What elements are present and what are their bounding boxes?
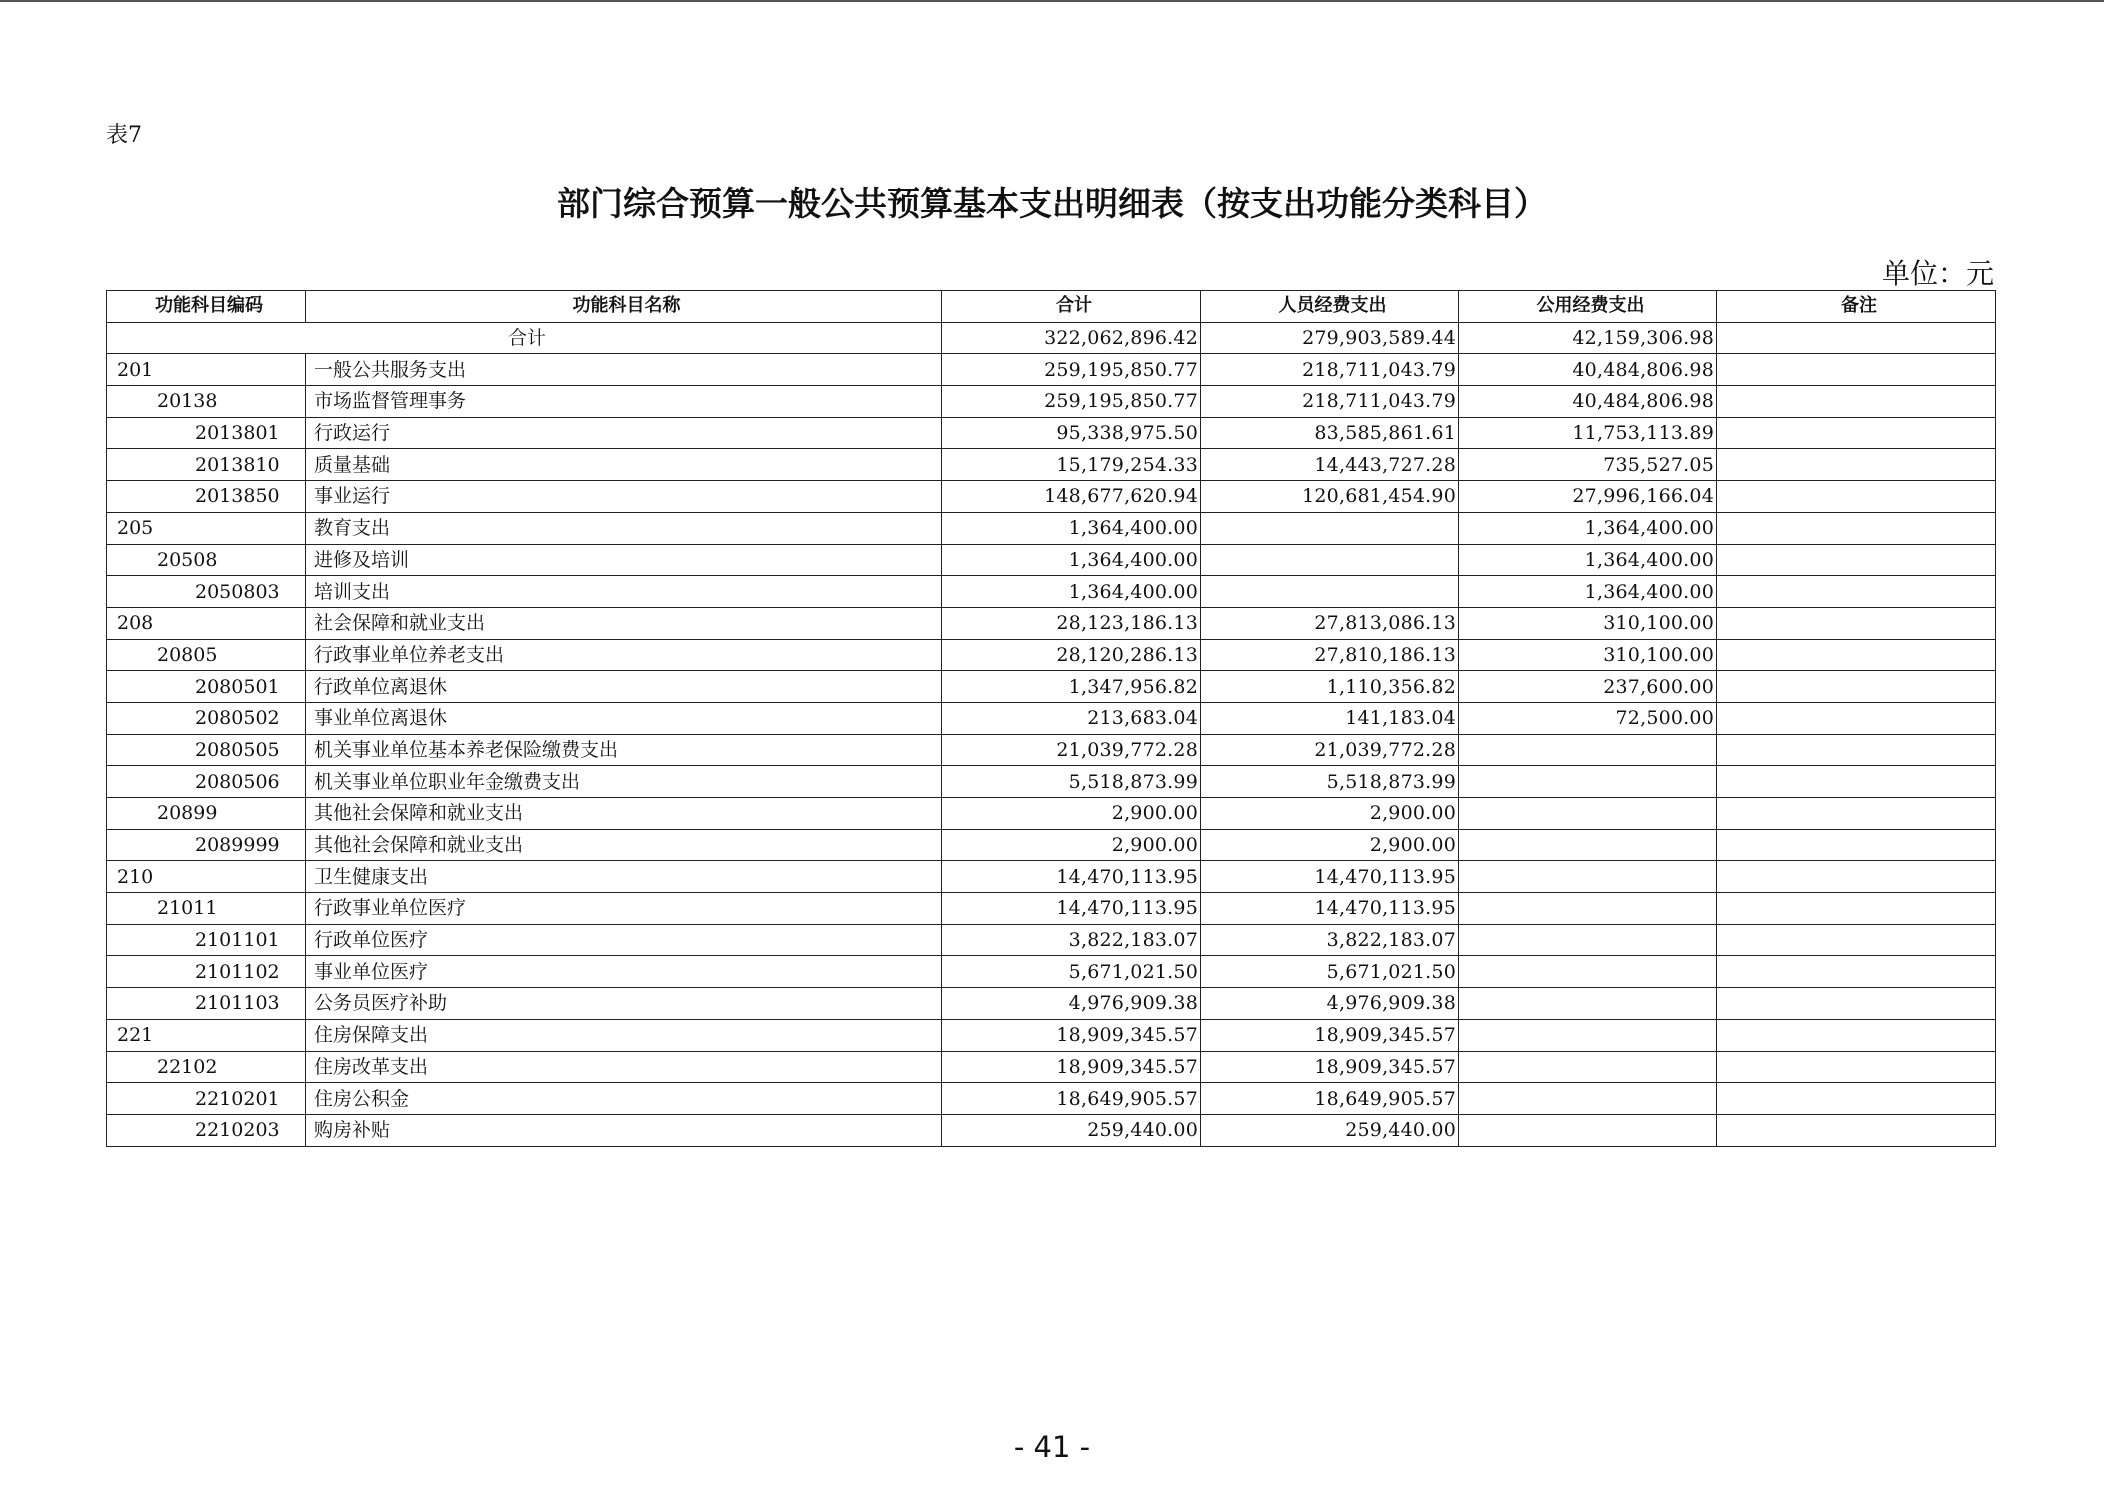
- row-public: [1459, 988, 1717, 1020]
- total-public: 42,159,306.98: [1459, 322, 1717, 354]
- budget-table: [106, 290, 1996, 1147]
- row-total: 21,039,772.28: [942, 734, 1201, 766]
- row-code: 2101103: [107, 988, 306, 1020]
- row-name: 质量基础: [306, 449, 942, 481]
- row-name: 购房补贴: [306, 1114, 942, 1146]
- row-code: 2080505: [107, 734, 306, 766]
- row-total: 5,671,021.50: [942, 956, 1201, 988]
- row-total: 1,364,400.00: [942, 576, 1201, 608]
- table-row: [107, 988, 1996, 1020]
- row-note: [1717, 354, 1996, 386]
- row-note: [1717, 481, 1996, 513]
- row-public: 1,364,400.00: [1459, 544, 1717, 576]
- row-total: 28,120,286.13: [942, 639, 1201, 671]
- row-public: 11,753,113.89: [1459, 417, 1717, 449]
- row-code: 20138: [107, 386, 306, 418]
- table-row: [107, 607, 1996, 639]
- row-total: 3,822,183.07: [942, 924, 1201, 956]
- table-row: [107, 481, 1996, 513]
- row-total: 4,976,909.38: [942, 988, 1201, 1020]
- row-personnel: 120,681,454.90: [1201, 481, 1459, 513]
- row-name: 事业运行: [306, 481, 942, 513]
- table-row: [107, 639, 1996, 671]
- row-public: [1459, 798, 1717, 830]
- row-total: 14,470,113.95: [942, 893, 1201, 925]
- row-note: [1717, 988, 1996, 1020]
- table-row: [107, 1114, 1996, 1146]
- row-code: 2080501: [107, 671, 306, 703]
- row-total: 1,347,956.82: [942, 671, 1201, 703]
- table-row: [107, 1019, 1996, 1051]
- row-personnel: 14,470,113.95: [1201, 861, 1459, 893]
- unit-label: 单位：元: [1881, 257, 1994, 290]
- row-code: 20508: [107, 544, 306, 576]
- row-total: 2,900.00: [942, 829, 1201, 861]
- row-name: 行政单位医疗: [306, 924, 942, 956]
- row-note: [1717, 576, 1996, 608]
- row-name: 进修及培训: [306, 544, 942, 576]
- row-name: 卫生健康支出: [306, 861, 942, 893]
- total-amount: 322,062,896.42: [942, 322, 1201, 354]
- row-note: [1717, 449, 1996, 481]
- row-name: 一般公共服务支出: [306, 354, 942, 386]
- row-code: 2050803: [107, 576, 306, 608]
- row-note: [1717, 1083, 1996, 1115]
- row-code: 2080502: [107, 702, 306, 734]
- column-header-personnel: 人员经费支出: [1201, 291, 1459, 323]
- row-name: 住房保障支出: [306, 1019, 942, 1051]
- table-row: [107, 671, 1996, 703]
- row-note: [1717, 1019, 1996, 1051]
- table-row: [107, 702, 1996, 734]
- row-public: [1459, 1051, 1717, 1083]
- table-row: [107, 893, 1996, 925]
- row-code: 20899: [107, 798, 306, 830]
- row-name: 市场监督管理事务: [306, 386, 942, 418]
- top-border-line: [0, 0, 2104, 2]
- row-name: 住房公积金: [306, 1083, 942, 1115]
- row-name: 社会保障和就业支出: [306, 607, 942, 639]
- row-note: [1717, 671, 1996, 703]
- row-note: [1717, 924, 1996, 956]
- table-row: [107, 924, 1996, 956]
- table-row: [107, 766, 1996, 798]
- row-public: [1459, 829, 1717, 861]
- row-name: 行政事业单位养老支出: [306, 639, 942, 671]
- table-row: [107, 354, 1996, 386]
- row-code: 2013810: [107, 449, 306, 481]
- row-total: 28,123,186.13: [942, 607, 1201, 639]
- row-code: 21011: [107, 893, 306, 925]
- row-personnel: 218,711,043.79: [1201, 386, 1459, 418]
- page-number: - 41 -: [1013, 1430, 1091, 1464]
- row-public: 1,364,400.00: [1459, 512, 1717, 544]
- row-public: [1459, 1019, 1717, 1051]
- row-personnel: [1201, 544, 1459, 576]
- total-personnel: 279,903,589.44: [1201, 322, 1459, 354]
- table-number: 表7: [106, 123, 142, 148]
- row-public: 27,996,166.04: [1459, 481, 1717, 513]
- row-note: [1717, 1114, 1996, 1146]
- row-note: [1717, 1051, 1996, 1083]
- table-row: [107, 386, 1996, 418]
- column-header-name: 功能科目名称: [306, 291, 942, 323]
- row-note: [1717, 829, 1996, 861]
- row-name: 行政单位离退休: [306, 671, 942, 703]
- row-code: 2101101: [107, 924, 306, 956]
- row-total: 14,470,113.95: [942, 861, 1201, 893]
- row-total: 1,364,400.00: [942, 512, 1201, 544]
- table-row: [107, 829, 1996, 861]
- row-code: 2013850: [107, 481, 306, 513]
- row-public: 72,500.00: [1459, 702, 1717, 734]
- row-public: [1459, 734, 1717, 766]
- table-row: [107, 861, 1996, 893]
- row-personnel: [1201, 512, 1459, 544]
- row-personnel: [1201, 576, 1459, 608]
- row-personnel: 18,909,345.57: [1201, 1051, 1459, 1083]
- row-total: 1,364,400.00: [942, 544, 1201, 576]
- row-personnel: 218,711,043.79: [1201, 354, 1459, 386]
- table-row: [107, 417, 1996, 449]
- row-note: [1717, 861, 1996, 893]
- row-total: 18,649,905.57: [942, 1083, 1201, 1115]
- document-title: 部门综合预算一般公共预算基本支出明细表（按支出功能分类科目）: [557, 184, 1547, 223]
- row-public: 40,484,806.98: [1459, 354, 1717, 386]
- row-name: 住房改革支出: [306, 1051, 942, 1083]
- row-total: 259,195,850.77: [942, 354, 1201, 386]
- row-public: 237,600.00: [1459, 671, 1717, 703]
- row-code: 2210203: [107, 1114, 306, 1146]
- total-note: [1717, 322, 1996, 354]
- row-name: 事业单位医疗: [306, 956, 942, 988]
- table-row: [107, 1051, 1996, 1083]
- table-row: [107, 512, 1996, 544]
- row-note: [1717, 417, 1996, 449]
- row-public: [1459, 1114, 1717, 1146]
- row-code: 205: [107, 512, 306, 544]
- row-public: 40,484,806.98: [1459, 386, 1717, 418]
- row-personnel: 5,518,873.99: [1201, 766, 1459, 798]
- column-header-note: 备注: [1717, 291, 1996, 323]
- row-note: [1717, 956, 1996, 988]
- row-name: 机关事业单位职业年金缴费支出: [306, 766, 942, 798]
- row-personnel: 27,813,086.13: [1201, 607, 1459, 639]
- row-name: 教育支出: [306, 512, 942, 544]
- row-personnel: 4,976,909.38: [1201, 988, 1459, 1020]
- table-row: [107, 734, 1996, 766]
- table-row: [107, 1083, 1996, 1115]
- row-public: [1459, 766, 1717, 798]
- table-header-row: [107, 291, 1996, 323]
- row-note: [1717, 607, 1996, 639]
- row-public: 1,364,400.00: [1459, 576, 1717, 608]
- row-public: 310,100.00: [1459, 607, 1717, 639]
- row-code: 208: [107, 607, 306, 639]
- row-total: 148,677,620.94: [942, 481, 1201, 513]
- total-label: 合计: [107, 322, 942, 354]
- row-personnel: 14,443,727.28: [1201, 449, 1459, 481]
- row-code: 2080506: [107, 766, 306, 798]
- row-total: 5,518,873.99: [942, 766, 1201, 798]
- row-public: [1459, 924, 1717, 956]
- row-public: [1459, 861, 1717, 893]
- row-personnel: 1,110,356.82: [1201, 671, 1459, 703]
- row-note: [1717, 512, 1996, 544]
- row-name: 事业单位离退休: [306, 702, 942, 734]
- column-header-public: 公用经费支出: [1459, 291, 1717, 323]
- row-note: [1717, 386, 1996, 418]
- row-total: 259,195,850.77: [942, 386, 1201, 418]
- row-code: 210: [107, 861, 306, 893]
- row-personnel: 2,900.00: [1201, 829, 1459, 861]
- row-public: [1459, 893, 1717, 925]
- total-row: [107, 322, 1996, 354]
- column-header-code: 功能科目编码: [107, 291, 306, 323]
- row-total: 95,338,975.50: [942, 417, 1201, 449]
- row-personnel: 259,440.00: [1201, 1114, 1459, 1146]
- row-name: 行政事业单位医疗: [306, 893, 942, 925]
- row-total: 213,683.04: [942, 702, 1201, 734]
- table-row: [107, 449, 1996, 481]
- row-note: [1717, 766, 1996, 798]
- row-name: 其他社会保障和就业支出: [306, 829, 942, 861]
- row-code: 201: [107, 354, 306, 386]
- table-row: [107, 956, 1996, 988]
- row-note: [1717, 893, 1996, 925]
- row-note: [1717, 798, 1996, 830]
- row-total: 259,440.00: [942, 1114, 1201, 1146]
- row-code: 2013801: [107, 417, 306, 449]
- column-header-total: 合计: [942, 291, 1201, 323]
- row-public: 310,100.00: [1459, 639, 1717, 671]
- row-public: [1459, 956, 1717, 988]
- row-note: [1717, 702, 1996, 734]
- table-row: [107, 576, 1996, 608]
- row-code: 2101102: [107, 956, 306, 988]
- row-name: 机关事业单位基本养老保险缴费支出: [306, 734, 942, 766]
- row-code: 2210201: [107, 1083, 306, 1115]
- table-row: [107, 798, 1996, 830]
- row-name: 培训支出: [306, 576, 942, 608]
- row-personnel: 14,470,113.95: [1201, 893, 1459, 925]
- row-personnel: 141,183.04: [1201, 702, 1459, 734]
- row-public: [1459, 1083, 1717, 1115]
- row-total: 15,179,254.33: [942, 449, 1201, 481]
- row-public: 735,527.05: [1459, 449, 1717, 481]
- row-code: 2089999: [107, 829, 306, 861]
- row-personnel: 2,900.00: [1201, 798, 1459, 830]
- row-total: 18,909,345.57: [942, 1051, 1201, 1083]
- row-code: 221: [107, 1019, 306, 1051]
- row-personnel: 18,649,905.57: [1201, 1083, 1459, 1115]
- row-code: 22102: [107, 1051, 306, 1083]
- row-name: 其他社会保障和就业支出: [306, 798, 942, 830]
- row-note: [1717, 544, 1996, 576]
- row-name: 行政运行: [306, 417, 942, 449]
- row-total: 2,900.00: [942, 798, 1201, 830]
- table-row: [107, 544, 1996, 576]
- row-personnel: 5,671,021.50: [1201, 956, 1459, 988]
- row-personnel: 21,039,772.28: [1201, 734, 1459, 766]
- row-personnel: 83,585,861.61: [1201, 417, 1459, 449]
- row-note: [1717, 734, 1996, 766]
- row-total: 18,909,345.57: [942, 1019, 1201, 1051]
- row-personnel: 18,909,345.57: [1201, 1019, 1459, 1051]
- row-personnel: 27,810,186.13: [1201, 639, 1459, 671]
- row-note: [1717, 639, 1996, 671]
- row-name: 公务员医疗补助: [306, 988, 942, 1020]
- row-personnel: 3,822,183.07: [1201, 924, 1459, 956]
- row-code: 20805: [107, 639, 306, 671]
